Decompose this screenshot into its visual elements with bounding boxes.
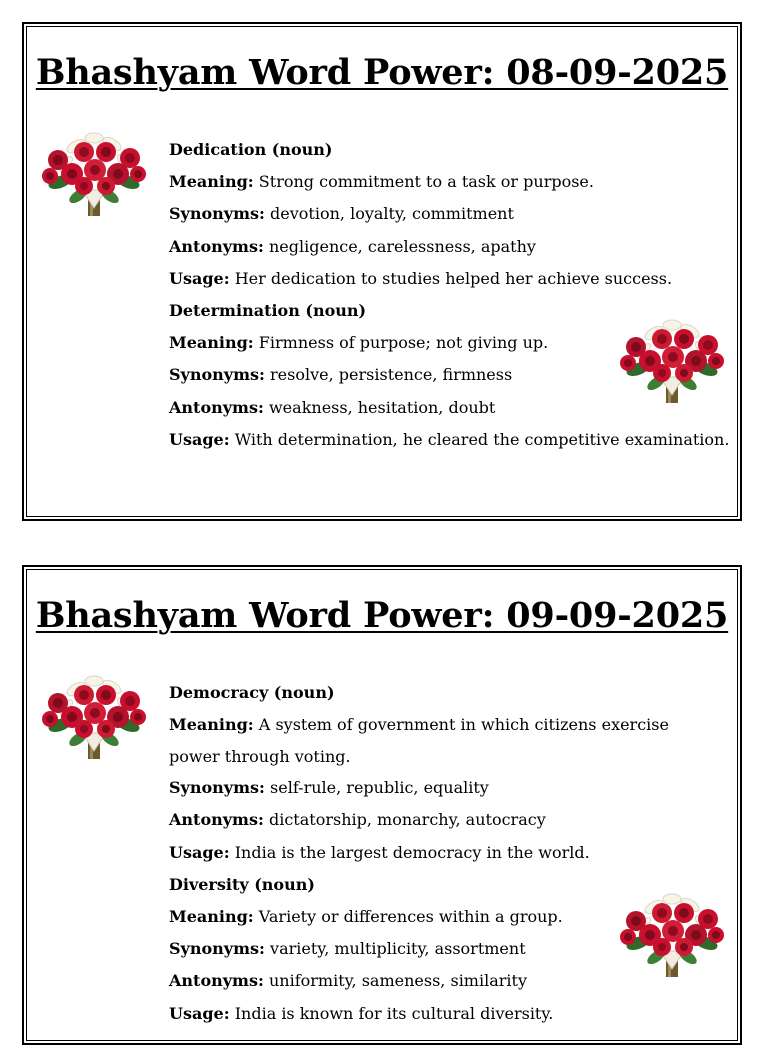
meaning-row (169, 709, 709, 772)
word-heading: Determination (noun) (169, 301, 367, 321)
rose-bouquet-icon (38, 667, 150, 765)
synonyms-text: devotion, loyalty, commitment (270, 204, 514, 224)
meaning-label: Meaning: (169, 172, 254, 192)
antonyms-row (169, 804, 724, 836)
usage-row (169, 837, 724, 869)
synonyms-text: resolve, persistence, firmness (270, 365, 513, 385)
meaning-label: Meaning: (169, 907, 254, 927)
usage-text: With determination, he cleared the competitive examination. (234, 429, 730, 449)
antonyms-text: uniformity, sameness, similarity (268, 971, 527, 991)
meaning-text: A system of government in which citizens exercise power through voting. (169, 715, 669, 766)
word-list (169, 677, 724, 1030)
antonyms-label: Antonyms: (169, 971, 264, 991)
meaning-row (169, 901, 724, 933)
meaning-row (169, 327, 724, 359)
card-title: Bhashyam Word Power: 08-09-2025 (35, 52, 729, 93)
usage-label: Usage: (169, 429, 230, 449)
antonyms-row (169, 231, 724, 263)
synonyms-row (169, 198, 724, 230)
usage-row (169, 263, 724, 295)
meaning-label: Meaning: (169, 715, 254, 735)
card-title: Bhashyam Word Power: 09-09-2025 (35, 595, 729, 636)
synonyms-row (169, 359, 724, 391)
synonyms-label: Synonyms: (169, 204, 265, 224)
antonyms-label: Antonyms: (169, 236, 264, 256)
synonyms-label: Synonyms: (169, 778, 265, 798)
antonyms-row (169, 965, 724, 997)
word-list (169, 134, 730, 456)
antonyms-text: weakness, hesitation, doubt (268, 397, 496, 417)
synonyms-text: variety, multiplicity, assortment (270, 939, 526, 959)
usage-text: India is known for its cultural diversity. (234, 1003, 554, 1023)
antonyms-text: negligence, carelessness, apathy (268, 236, 536, 256)
synonyms-label: Synonyms: (169, 939, 265, 959)
usage-text: India is the largest democracy in the world. (234, 842, 590, 862)
usage-label: Usage: (169, 842, 230, 862)
usage-label: Usage: (169, 1003, 230, 1023)
synonyms-row (169, 933, 724, 965)
usage-row (169, 424, 730, 456)
synonyms-row (169, 772, 724, 804)
usage-text: Her dedication to studies helped her achieve success. (234, 268, 673, 288)
word-power-card-1 (22, 22, 742, 521)
antonyms-label: Antonyms: (169, 810, 264, 830)
meaning-row (169, 166, 724, 198)
antonyms-row (169, 392, 724, 424)
meaning-text: Firmness of purpose; not giving up. (258, 333, 549, 353)
meaning-text: Variety or differences within a group. (258, 907, 563, 927)
meaning-text: Strong commitment to a task or purpose. (258, 172, 594, 192)
word-heading: Dedication (noun) (169, 140, 333, 159)
antonyms-text: dictatorship, monarchy, autocracy (268, 810, 546, 830)
word-power-card-2 (22, 565, 742, 1045)
word-heading: Diversity (noun) (169, 874, 315, 894)
usage-label: Usage: (169, 268, 230, 288)
synonyms-text: self-rule, republic, equality (270, 778, 489, 798)
rose-bouquet-icon (38, 124, 150, 222)
antonyms-label: Antonyms: (169, 397, 264, 417)
word-heading: Democracy (noun) (169, 683, 335, 702)
synonyms-label: Synonyms: (169, 365, 265, 385)
meaning-label: Meaning: (169, 333, 254, 353)
usage-row (169, 998, 724, 1030)
